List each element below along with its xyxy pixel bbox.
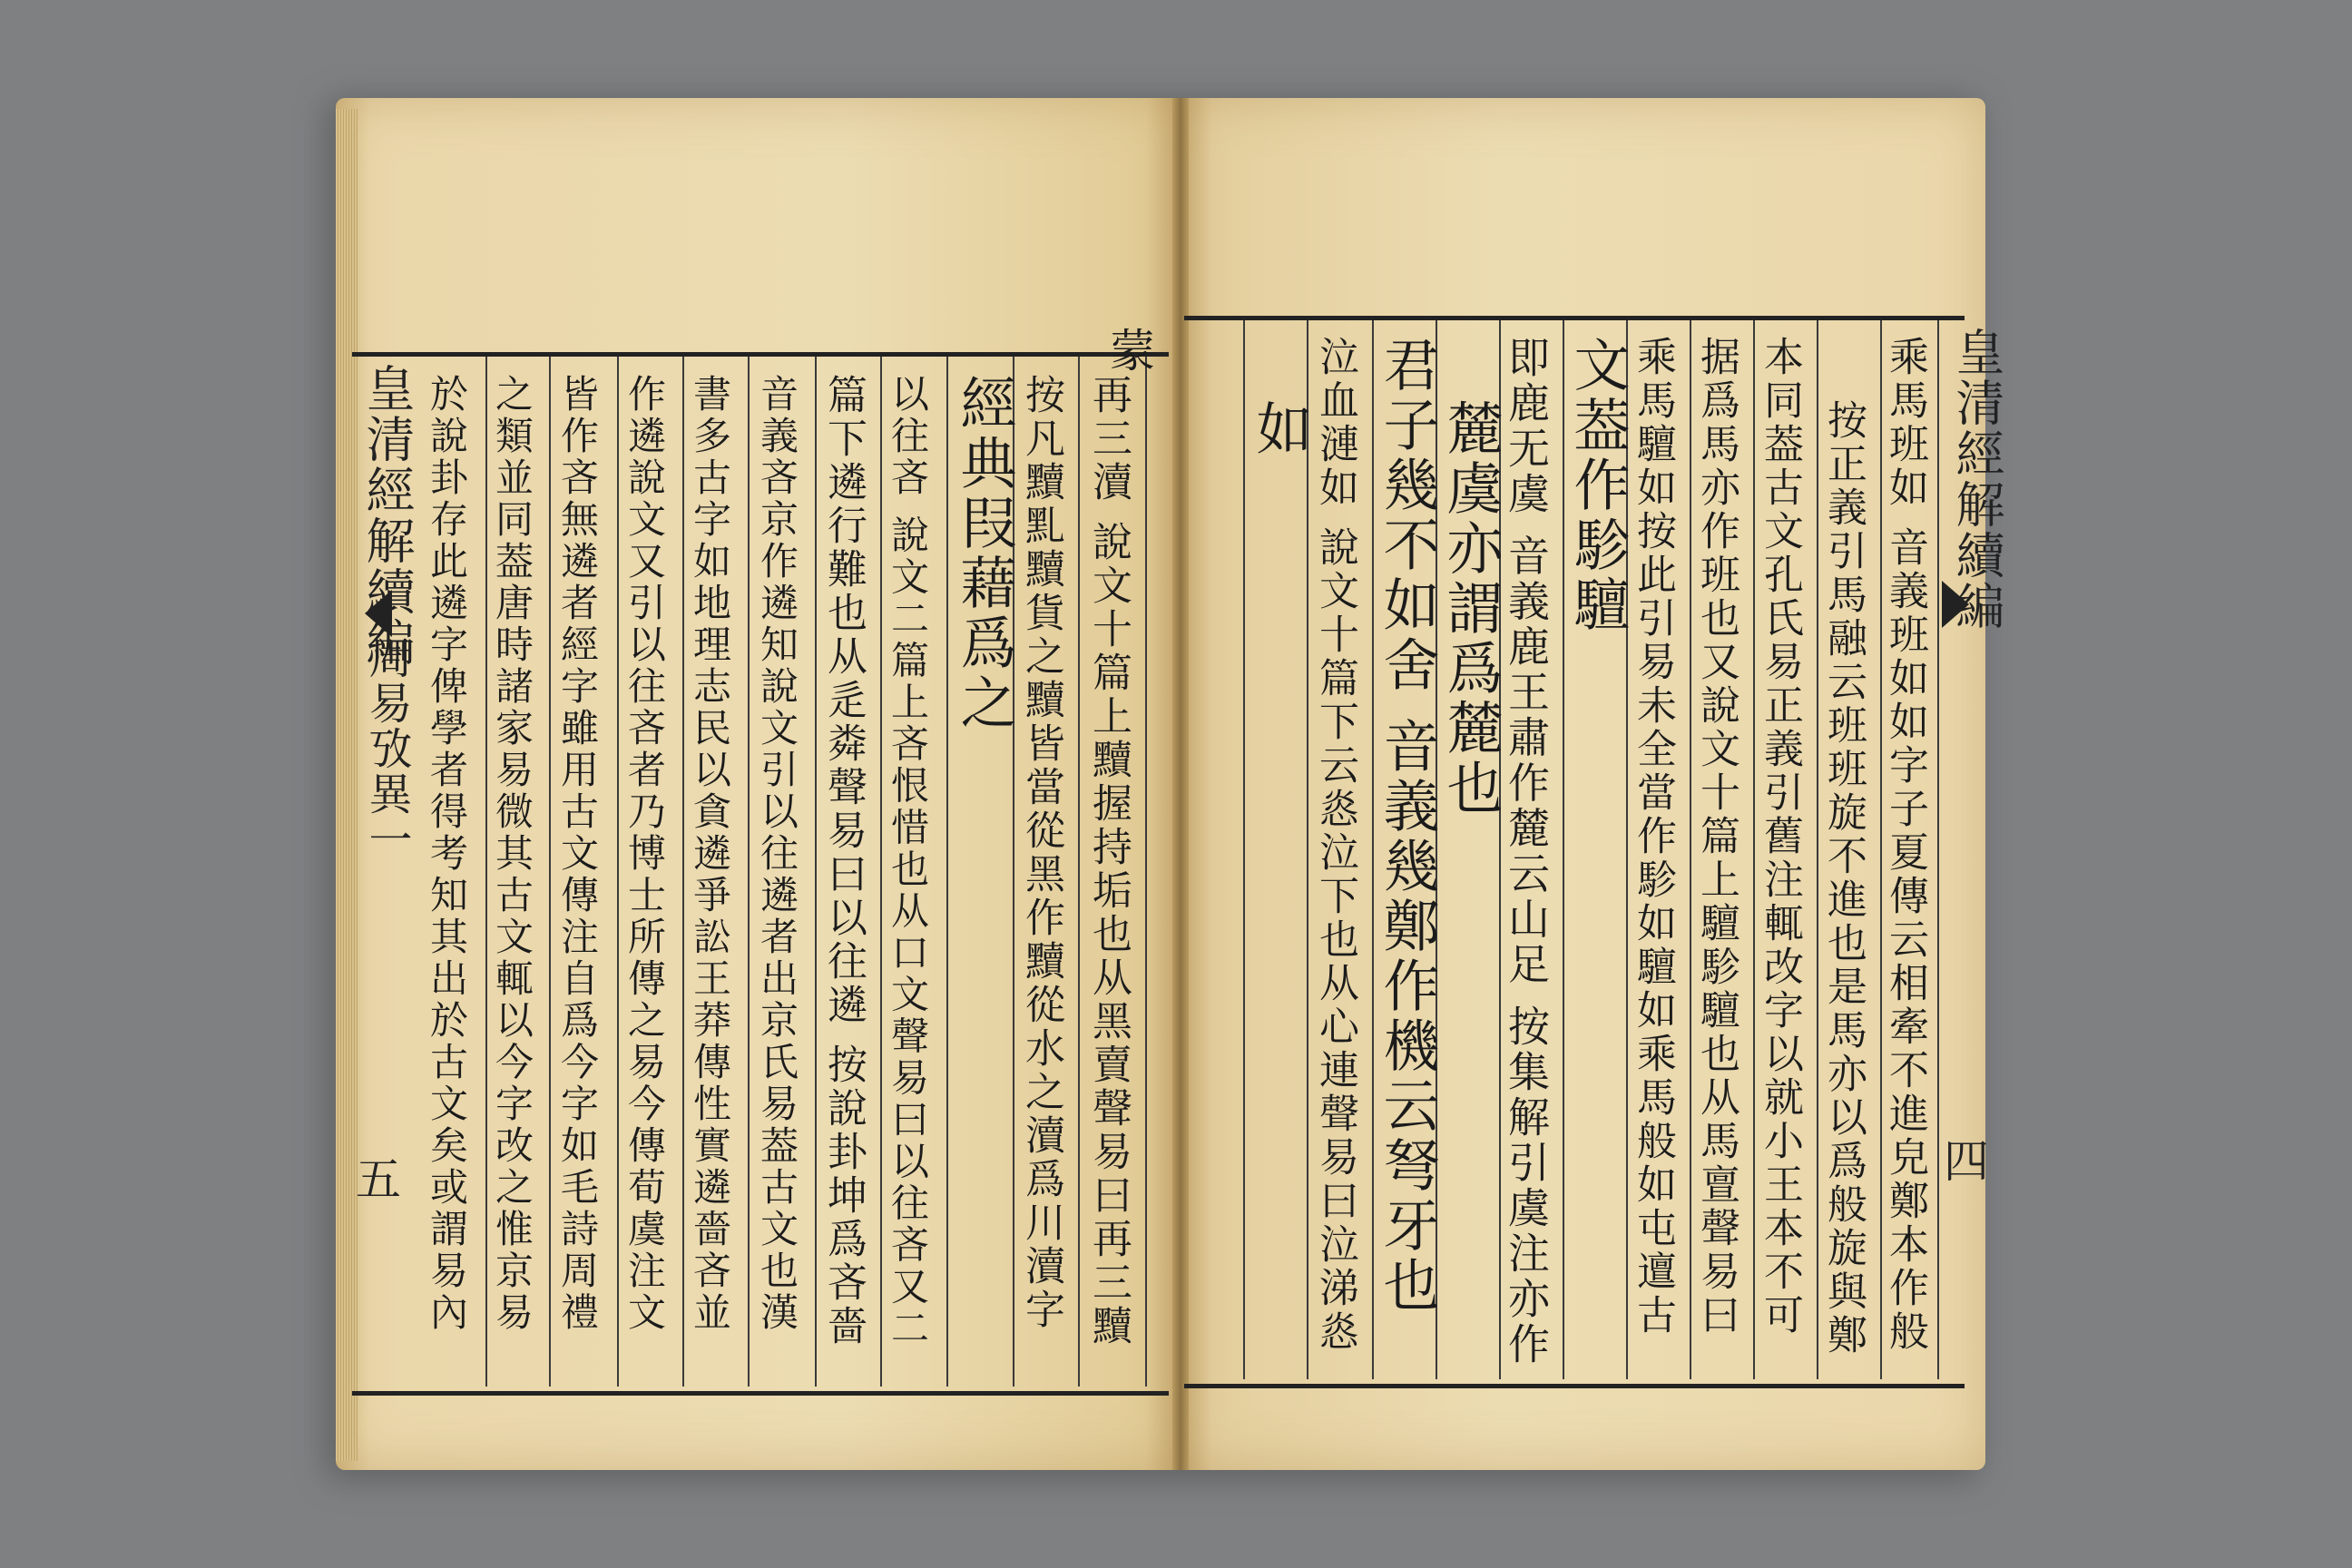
- text-column: 書多古字如地理志民以貪遴爭訟王莽傳性實遴嗇吝並: [688, 374, 732, 1334]
- column-rule: [1817, 320, 1818, 1379]
- text-column: 經典叚藉爲之: [951, 374, 1017, 733]
- fishtail-mark: [365, 590, 392, 637]
- column-rule: [549, 357, 551, 1387]
- column-rule: [1145, 357, 1147, 1387]
- text-column: 如: [1247, 399, 1313, 459]
- text-column: 即鹿无虞 音義鹿王肅作麓云山足 按集解引虞注亦作: [1502, 336, 1551, 1368]
- text-column: 据爲馬亦作班也又說文十篇上驙駗驙也从馬亶聲易曰: [1693, 336, 1740, 1338]
- text-column: 文葢作駗驙: [1564, 336, 1631, 635]
- left-page-number: 五: [356, 1153, 401, 1206]
- column-rule: [1078, 357, 1080, 1387]
- fishtail-mark: [1942, 581, 1969, 628]
- text-column: 以往吝 說文二篇上吝恨惜也从口文聲易曰以往吝又二: [886, 374, 930, 1350]
- left-spine-title: 皇清經解續編: [358, 363, 416, 668]
- text-column: 皆作吝無遴者經字雖用古文傳注自爲今字如毛詩周禮: [555, 374, 600, 1334]
- text-column: 乘馬驙如按此引易未全當作駗如驙如乘馬般如屯邅古: [1630, 336, 1676, 1338]
- text-column: 泣血漣如 說文十篇下云㥕泣下也从心連聲易曰泣涕㥕: [1312, 336, 1358, 1354]
- right-spine-title: 皇清經解續編: [1948, 327, 2005, 632]
- text-column: 本同葢古文孔氏易正義引舊注輒改字以就小王本不可: [1757, 336, 1803, 1338]
- text-column: 麓虞亦謂爲麓也: [1437, 399, 1504, 818]
- left-spine-section: 周易攷異一: [361, 635, 412, 862]
- column-rule: [880, 357, 882, 1387]
- column-rule: [485, 357, 487, 1387]
- text-column: 再三瀆 說文十篇上黷握持垢也从黑賣聲易曰再三黷: [1085, 374, 1132, 1348]
- column-rule: [748, 357, 750, 1387]
- right-page-number: 四: [1944, 1135, 1989, 1188]
- text-column: 乘馬班如 音義班如如字子夏傳云相牽不進皃鄭本作般: [1882, 336, 1928, 1354]
- column-rule: [682, 357, 684, 1387]
- column-rule: [1753, 320, 1755, 1379]
- column-rule: [617, 357, 619, 1387]
- column-rule: [1307, 320, 1308, 1379]
- column-rule: [946, 357, 948, 1387]
- text-column: 之類並同葢唐時諸家易微其古文輒以今字改之惟京易: [490, 374, 534, 1334]
- column-rule: [1690, 320, 1691, 1379]
- text-column: 按正義引馬融云班班旋不進也是馬亦以爲般旋與鄭: [1820, 399, 1867, 1357]
- text-column: 君子幾不如舍 音義幾鄭作機云弩牙也: [1374, 336, 1440, 1316]
- column-rule: [815, 357, 817, 1387]
- text-column: 篇下遴行難也从辵粦聲易曰以往遴 按說卦坤爲吝嗇: [820, 374, 867, 1348]
- column-rule: [1243, 320, 1245, 1379]
- text-column: 作遴說文又引以往吝者乃博士所傳之易今傳荀虞注文: [622, 374, 667, 1334]
- text-column: 音義吝京作遴知說文引以往遴者出京氏易葢古文也漢: [755, 374, 799, 1334]
- text-column: 蒙: [1102, 327, 1155, 376]
- text-column: 於說卦存此遴字俾學者得考知其出於古文矣或謂易內: [425, 374, 469, 1334]
- text-column: 按凡黷䵝黷貨之黷皆當從黑作黷從水之瀆爲川瀆字: [1018, 374, 1064, 1332]
- column-rule: [1937, 320, 1939, 1379]
